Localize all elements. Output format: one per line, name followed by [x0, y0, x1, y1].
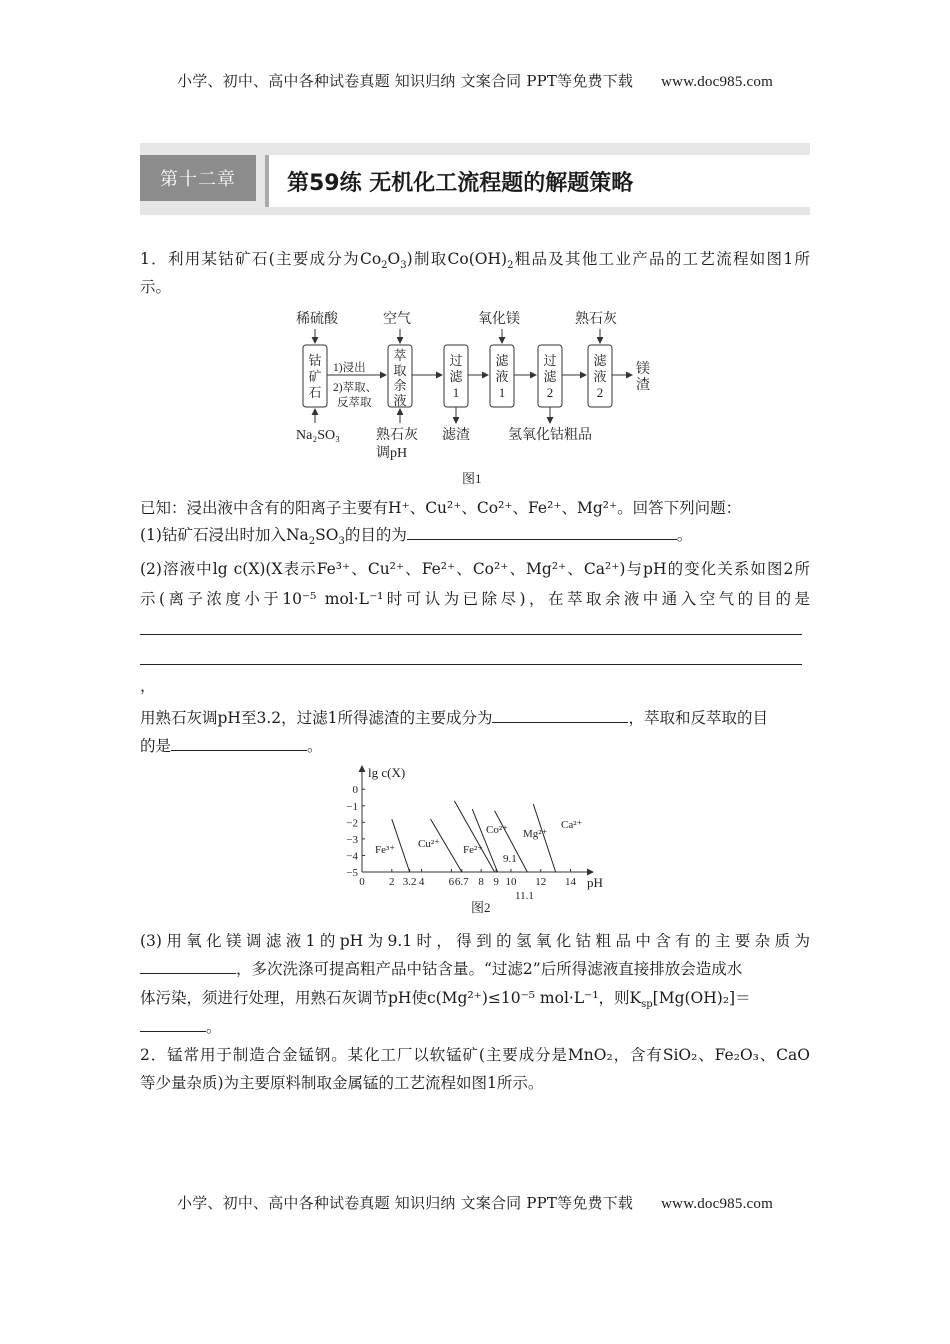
q1-sub3-end: 。 [206, 1018, 222, 1036]
top-label-sulfuric-acid: 稀硫酸 [296, 312, 338, 327]
q1-sub2-text: 用熟石灰调pH至3.2，过滤1所得滤渣的主要成分为 [140, 709, 493, 727]
annotation-9-1: 9.1 [503, 853, 517, 865]
arrow-label-leach: 1)浸出 [333, 362, 366, 374]
answer-blank-3b[interactable] [140, 1015, 206, 1032]
box-char: 2 [596, 385, 604, 400]
series-label-ca2: Ca²⁺ [561, 819, 583, 831]
box-char: 2 [546, 385, 554, 400]
box-char: 液 [495, 369, 509, 384]
q1-intro-part: 1．利用某钴矿石(主要成分为Co [140, 250, 382, 268]
bottom-label-product: 氢氧化钴粗品 [508, 428, 592, 443]
q1-sub2-end: 。 [307, 737, 323, 755]
answer-blank-1[interactable] [407, 523, 677, 540]
series-label-fe2: Fe²⁺ [463, 844, 484, 856]
q1-intro-line2: 示。 [140, 278, 172, 296]
chapter-label: 第十二章 [140, 155, 256, 201]
box-char: 滤 [449, 369, 463, 384]
q1-sub3-line2 [140, 956, 810, 982]
box-char: 滤 [593, 353, 607, 368]
q1-sub1-text: SO [315, 526, 339, 544]
q1-sub1-text: 的目的为 [344, 526, 407, 544]
figure-1-caption: 图1 [462, 471, 482, 486]
y-tick-label: −1 [346, 800, 358, 813]
box-char: 过 [543, 353, 557, 368]
answer-blank-2c[interactable] [492, 706, 628, 723]
q1-intro-part: O [387, 250, 401, 268]
bottom-label-residue: 滤渣 [442, 428, 470, 443]
arrow-label-back-extract: 反萃取 [337, 397, 372, 409]
series-line [472, 809, 497, 872]
q1-sub1: (1)钴矿石浸出时加入$Na_2SO_3$的目的为 。 [140, 522, 810, 548]
box-char: 液 [393, 393, 407, 408]
y-tick-label: 0 [352, 784, 358, 797]
x-tick-label: 12 [535, 876, 547, 888]
chapter-banner [140, 143, 810, 215]
x-tick-label: 14 [565, 876, 577, 888]
ksp-subscript: sp [641, 999, 653, 1011]
box-char: 余 [393, 378, 407, 393]
annotation-11-1: 11.1 [515, 890, 534, 902]
y-tick-label: −3 [346, 833, 358, 846]
y-tick-label: −2 [346, 817, 358, 830]
x-tick-label: 9 [493, 876, 499, 888]
q1-sub1-text: (1)钴矿石浸出时加入Na [140, 526, 309, 544]
output-char: 镁 [636, 362, 650, 377]
x-tick-label: 10 [505, 876, 517, 888]
q1-sub3-line3 [140, 985, 810, 1011]
answer-blank-3a[interactable] [140, 957, 236, 974]
q1-sub3-text: [Mg(OH)₂]＝ [652, 989, 751, 1007]
q1-sub2-line4 [140, 733, 810, 759]
arrow-label-extract: 2)萃取、 [333, 382, 378, 394]
q1-sub2-text: ，萃取和反萃取的目 [628, 709, 768, 727]
q1-sub2-line1: (2)溶液中lg c(X)(X表示Fe³⁺、Cu²⁺、Fe²⁺、Co²⁺、Mg²⁺、Ca²⁺)与pH的变化关系如图2所 [140, 560, 810, 578]
header-url[interactable]: www.doc985.com [661, 74, 773, 90]
answer-line-2a[interactable] [140, 634, 802, 635]
box-char: 滤 [495, 353, 509, 368]
series-line [454, 801, 494, 872]
top-label-lime: 熟石灰 [575, 312, 617, 327]
x-tick-label: 6 [448, 876, 455, 888]
box-char: 滤 [543, 369, 557, 384]
x-tick-label: 8 [478, 876, 484, 888]
answer-blank-2d[interactable] [171, 734, 307, 751]
bottom-label-na2so3: Na₂SO₃ [296, 428, 340, 443]
q1-intro-part: )制取Co(OH) [406, 250, 508, 268]
page-footer [0, 1192, 950, 1213]
series-label-co2: Co²⁺ [486, 824, 508, 836]
box-char: 石 [308, 385, 322, 400]
box-char: 1 [498, 385, 506, 400]
x-tick-label: 3.2 [402, 876, 417, 888]
lesson-title: 第59练 无机化工流程题的解题策略 [265, 155, 810, 207]
box-char: 萃 [393, 348, 407, 363]
q1-sub2-line3 [140, 705, 810, 731]
q1-sub2-text: 的是 [140, 737, 172, 755]
box-char: 1 [452, 385, 460, 400]
x-tick-label: 6.7 [454, 876, 469, 888]
q1-sub3-text: 体污染，须进行处理，用熟石灰调节pH使c(Mg²⁺)≤10⁻⁵ mol·L⁻¹，则K [140, 989, 642, 1007]
answer-line-2b[interactable] [140, 664, 802, 665]
footer-url[interactable]: www.doc985.com [661, 1196, 773, 1212]
y-tick-label: −4 [346, 850, 358, 863]
bottom-label-adjust-ph: 调pH [376, 446, 408, 461]
series-label-mg2: Mg²⁺ [523, 828, 548, 840]
x-tick-label: 0 [359, 876, 365, 888]
q1-sub3-line1: (3)用氧化镁调滤液1的pH为9.1时，得到的氢氧化钴粗品中含有的主要杂质为 [140, 932, 810, 950]
y-tick-label: −5 [346, 867, 358, 879]
box-char: 钴 [308, 353, 322, 368]
figure-1-flowchart [290, 305, 670, 495]
q1-sub3-text: ，多次洗涤可提高粗产品中钴含量。“过滤2”后所得滤液直接排放会造成水 [236, 960, 743, 978]
top-label-air: 空气 [383, 312, 411, 327]
output-char: 渣 [636, 378, 650, 393]
q2-line2: 等少量杂质)为主要原料制取金属锰的工艺流程如图1所示。 [140, 1074, 544, 1092]
top-label-mgo: 氧化镁 [478, 312, 520, 327]
box-char: 液 [593, 369, 607, 384]
bottom-label-lime: 熟石灰 [376, 428, 418, 443]
x-tick-label: 2 [389, 876, 395, 888]
q1-intro-line1: 1．利用某钴矿石(主要成分为$Co_2O_3$)制取$Co(OH)_2$粗品及其他工业产品的工艺流程如图1所 [140, 250, 810, 272]
q1-sub2-comma: ， [140, 677, 156, 695]
footer-text: 小学、初中、高中各种试卷真题 知识归纳 文案合同 PPT等免费下载 [177, 1194, 634, 1212]
q1-intro-part: 粗品及其他工业产品的工艺流程如图1所 [513, 250, 810, 268]
q1-sub2-line2: 示(离子浓度小于10⁻⁵ mol·L⁻¹时可认为已除尽)，在萃取余液中通入空气的目的是 [140, 590, 810, 608]
figure-2-caption: 图2 [471, 900, 491, 915]
page-header [0, 70, 950, 91]
box-char: 矿 [308, 369, 322, 384]
q1-sub3-line4 [140, 1014, 810, 1040]
y-axis-label: lg c(X) [368, 765, 406, 780]
x-tick-label: 4 [418, 876, 425, 888]
q1-sub1-end: 。 [676, 526, 693, 544]
series-label-fe3: Fe³⁺ [375, 844, 396, 856]
q1-known: 已知：浸出液中含有的阳离子主要有H⁺、Cu²⁺、Co²⁺、Fe²⁺、Mg²⁺。回答下列问题： [140, 499, 742, 517]
figure-2-chart [335, 760, 625, 920]
x-axis-label: pH [587, 875, 603, 890]
header-text: 小学、初中、高中各种试卷真题 知识归纳 文案合同 PPT等免费下载 [177, 72, 634, 90]
q2-line1: 2．锰常用于制造合金锰钢。某化工厂以软锰矿(主要成分是MnO₂，含有SiO₂、Fe₂O₃、CaO [140, 1046, 810, 1064]
series-label-cu2: Cu²⁺ [418, 838, 440, 850]
box-char: 过 [449, 353, 463, 368]
box-char: 取 [393, 363, 407, 378]
